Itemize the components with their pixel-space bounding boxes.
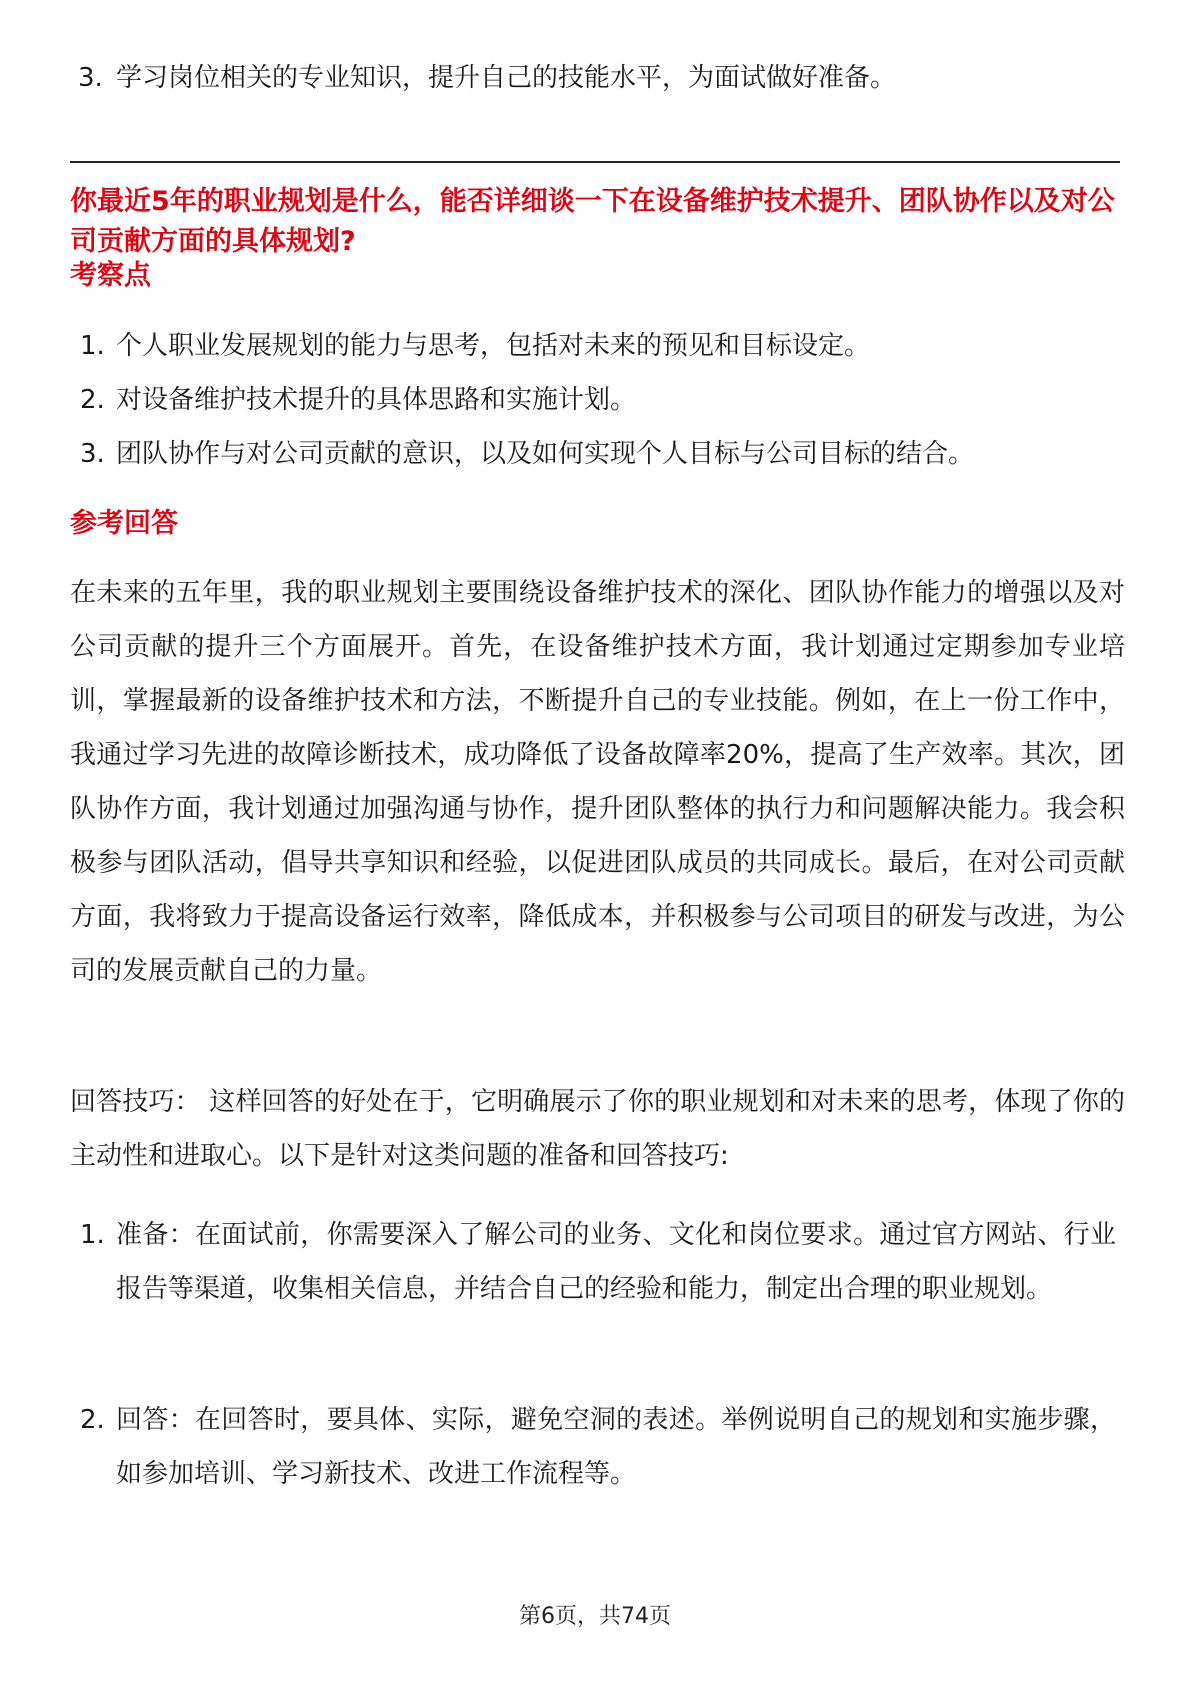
question-title: 你最近5年的职业规划是什么，能否详细谈一下在设备维护技术提升、团队协作以及对公司贡献方面的具体规划? bbox=[70, 186, 1115, 257]
page-footer: 第6页，共74页 bbox=[519, 1604, 671, 1629]
list-number: 2. bbox=[80, 1405, 105, 1435]
list-text: 学习岗位相关的专业知识，提升自己的技能水平，为面试做好准备。 bbox=[116, 63, 897, 93]
list-number: 1. bbox=[80, 1220, 105, 1250]
list-text: 回答：在回答时，要具体、实际，避免空洞的表述。举例说明自己的规划和实施步骤，如参加培训、学习新技术、改进工作流程等。 bbox=[116, 1405, 1116, 1489]
list-number: 1. bbox=[80, 331, 105, 361]
section-divider bbox=[70, 161, 1120, 163]
list-text: 个人职业发展规划的能力与思考，包括对未来的预见和目标设定。 bbox=[116, 331, 871, 361]
tip-item-1 bbox=[80, 1208, 1125, 1316]
exam-points-heading: 考察点 bbox=[70, 260, 151, 291]
list-number: 3. bbox=[78, 63, 103, 93]
list-text: 对设备维护技术提升的具体思路和实施计划。 bbox=[116, 385, 637, 415]
answer-tips-intro: 回答技巧： 这样回答的好处在于，它明确展示了你的职业规划和对未来的思考，体现了你的主动性和进取心。以下是针对这类问题的准备和回答技巧: bbox=[70, 1087, 1125, 1171]
reference-answer-heading: 参考回答 bbox=[70, 508, 178, 539]
list-text: 准备：在面试前，你需要深入了解公司的业务、文化和岗位要求。通过官方网站、行业报告等渠道，收集相关信息，并结合自己的经验和能力，制定出合理的职业规划。 bbox=[116, 1220, 1116, 1304]
reference-answer-paragraph: 在未来的五年里，我的职业规划主要围绕设备维护技术的深化、团队协作能力的增强以及对公司贡献的提升三个方面展开。首先，在设备维护技术方面，我计划通过定期参加专业培训，掌握最新的设备维护技术和方法，不断提升自己的专业技能。例如，在上一份工作中，我通过学习先进的故障诊断技术，成功降低了设备故障率20%，提高了生产效率。其次，团队协作方面，我计划通过加强沟通与协作，提升团队整体的执行力和问题解决能力。我会积极参与团队活动，倡导共享知识和经验，以促进团队成员的共同成长。最后，在对公司贡献方面，我将致力于提高设备运行效率，降低成本，并积极参与公司项目的研发与改进，为公司的发展贡献自己的力量。 bbox=[70, 578, 1125, 986]
tip-item-2 bbox=[80, 1393, 1125, 1501]
list-text: 团队协作与对公司贡献的意识，以及如何实现个人目标与公司目标的结合。 bbox=[116, 439, 975, 469]
list-number: 2. bbox=[80, 385, 105, 415]
list-number: 3. bbox=[80, 439, 105, 469]
